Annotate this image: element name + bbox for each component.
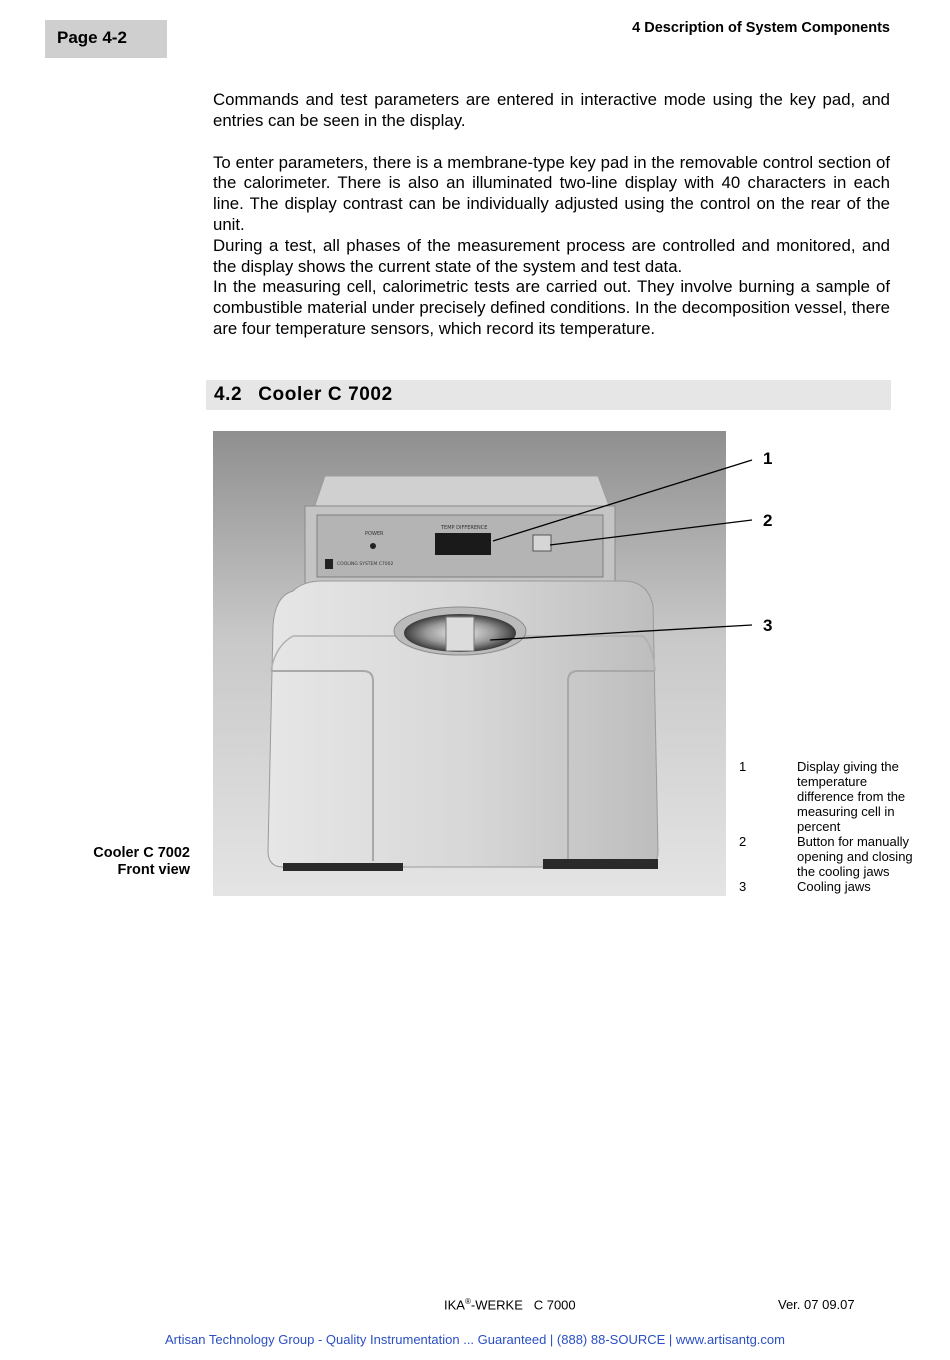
body-text [213,90,890,340]
paragraph-parameters: To enter parameters, there is a membrane-type key pad in the removable control section of the calorimeter. There is also an illuminated two-line display with 40 characters in each line. The display contrast can be individually adjusted using the control on the rear of the unit. [213,152,890,234]
callout-1: 1 [763,449,773,468]
paragraph-test: During a test, all phases of the measurement process are controlled and monitored, and the display shows the current state of the system and test data. [213,235,890,276]
cooler-photo [213,431,726,896]
chapter-title: 4 Description of System Components [632,20,890,36]
page-label: Page 4-2 [45,20,167,58]
caption-view: Front view [117,862,190,878]
callout-3: 3 [763,616,773,635]
footer-brand: IKA [444,1297,465,1313]
power-label: POWER [365,531,384,537]
paragraph-commands: Commands and test parameters are entered in interactive mode using the key pad, and entries can be seen in the display. [213,90,890,130]
legend-number: 3 [739,879,747,894]
artisan-watermark[interactable]: Artisan Technology Group - Quality Instrumentation ... Guaranteed | (888) 88-SOURCE | www.artisantg.com [165,1332,785,1347]
brand-label: COOLING SYSTEM C7002 [337,562,394,567]
caption-title: Cooler C 7002 [93,845,190,861]
legend-text: Button for manually opening and closing the cooling jaws [797,834,913,879]
legend-text: Display giving the temperature difference from the measuring cell in percent [797,759,906,834]
cooler-illustration [213,431,726,896]
legend-text: Cooling jaws [797,879,871,894]
paragraph-measuring-cell: In the measuring cell, calorimetric tests are carried out. They involve burning a sample of combustible material under precisely defined conditions. In the decomposition vessel, there are four temperature sensors, which record its temperature. [213,277,890,338]
section-heading [206,380,891,410]
callout-2: 2 [763,511,773,530]
legend-item [739,759,939,834]
registered-mark: ® [464,1297,471,1306]
temp-display [435,533,491,555]
legend-number: 1 [739,759,747,774]
jaw-button [533,535,551,551]
figure-caption [93,845,190,879]
section-title: Cooler C 7002 [258,384,393,405]
footer-version: Ver. 07 09.07 [778,1297,855,1312]
legend-number: 2 [739,834,747,849]
figure-legend [739,759,939,894]
footer-model: -WERKE C 7000 [470,1297,576,1313]
legend-item [739,834,939,879]
temp-label: TEMP DIFFERENCE [441,525,488,531]
footer-product [444,1297,576,1312]
section-number: 4.2 [214,384,243,405]
legend-item [739,879,939,894]
